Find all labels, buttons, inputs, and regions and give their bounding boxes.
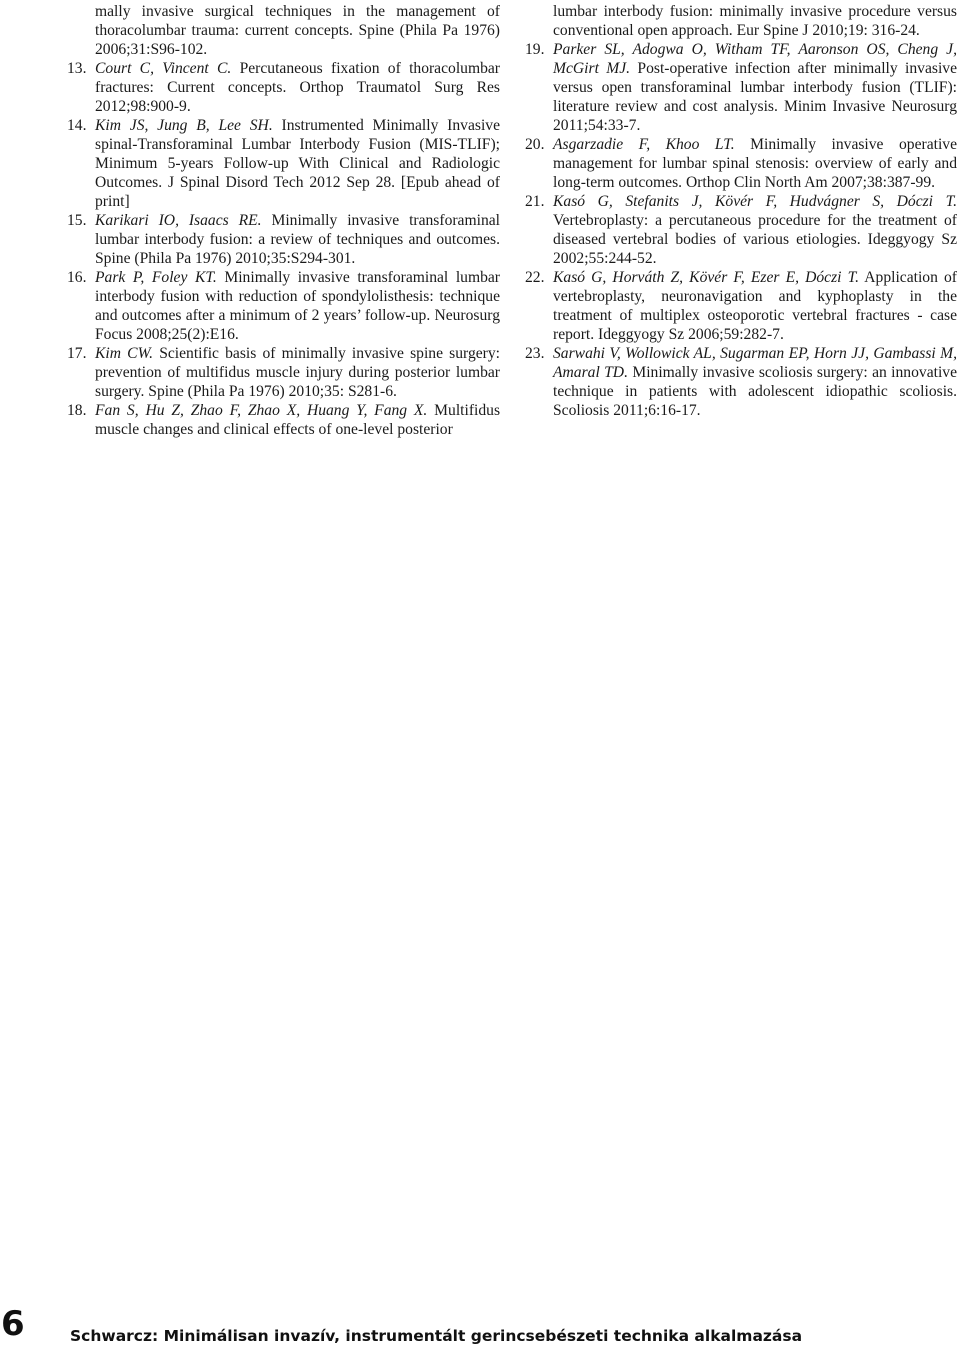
reference-item-14 (67, 116, 500, 211)
reference-authors: Park P, Foley KT. (95, 269, 217, 286)
reference-item-12-continued (67, 2, 500, 59)
reference-text: Minimally invasive transforaminal lumbar interbody fusion: a review of techniques and outcomes. Spine (Phila Pa 1976) 2010;35:S294-301. (95, 212, 500, 267)
reference-item-18-continued (525, 2, 957, 40)
reference-number: 15. (67, 212, 87, 229)
reference-authors: Fan S, Hu Z, Zhao F, Zhao X, Huang Y, Fang X. (95, 402, 428, 419)
reference-text: Application of vertebroplasty, neuronavigation and kyphoplasty in the treatment of multiplex osteoporotic vertebral fractures - case report. Ideggyogy Sz 2006;59:282-7. (553, 269, 957, 343)
reference-authors: Parker SL, Adogwa O, Witham TF, Aaronson OS, Cheng J, McGirt MJ. (553, 41, 957, 77)
reference-number: 22. (525, 269, 545, 286)
reference-item-17 (67, 344, 500, 401)
reference-number: 20. (525, 136, 545, 153)
reference-item-19 (525, 40, 957, 135)
page-footer (0, 1304, 960, 1347)
reference-text: Post-operative infection after minimally invasive versus open transforaminal lumbar interbody fusion (TLIF): literature review and cost analysis. Minim Invasive Neurosurg 2011;54:33-7. (553, 60, 957, 134)
reference-text: Minimally invasive scoliosis surgery: an innovative technique in patients with adolescent idiopathic scoliosis. Scoliosis 2011;6:16-17. (553, 364, 958, 419)
reference-list-right-column (525, 2, 957, 420)
reference-number: 17. (67, 345, 87, 362)
reference-number: 13. (67, 60, 87, 77)
reference-item-16 (67, 268, 500, 344)
reference-item-22 (525, 268, 957, 344)
reference-authors: Kim CW. (95, 345, 154, 362)
reference-text: mally invasive surgical techniques in the management of thoracolumbar trauma: current concepts. Spine (Phila Pa 1976) 2006;31:S96-102. (95, 3, 500, 58)
reference-text: Minimally invasive operative management for lumbar spinal stenosis: overview of early and long-term outcomes. Orthop Clin North Am 2007;38:387-99. (553, 136, 957, 191)
reference-item-20 (525, 135, 957, 192)
reference-item-13 (67, 59, 500, 116)
reference-authors: Kasó G, Horváth Z, Kövér F, Ezer E, Dóczi T. (553, 269, 860, 286)
reference-text: Minimally invasive transforaminal lumbar interbody fusion with reduction of spondylolisthesis: technique and outcomes after a minimum of 2 years’ follow-up. Neurosurg Focus 2008;25(2):E16. (95, 269, 501, 343)
reference-authors: Karikari IO, Isaacs RE. (95, 212, 262, 229)
reference-authors: Court C, Vincent C. (95, 60, 232, 77)
reference-authors: Asgarzadie F, Khoo LT. (553, 136, 735, 153)
reference-item-15 (67, 211, 500, 268)
reference-authors: Sarwahi V, Wollowick AL, Sugarman EP, Horn JJ, Gambassi M, Amaral TD. (553, 345, 957, 381)
reference-text: Vertebroplasty: a percutaneous procedure for the treatment of diseased vertebral bodies of various etiologies. Ideggyogy Sz 2002;55:244-52. (553, 212, 957, 267)
reference-text: lumbar interbody fusion: minimally invasive procedure versus conventional open approach. Eur Spine J 2010;19: 316-24. (553, 3, 957, 39)
reference-number: 16. (67, 269, 87, 286)
reference-authors: Kim JS, Jung B, Lee SH. (95, 117, 273, 134)
reference-item-23 (525, 344, 957, 420)
reference-text: Percutaneous fixation of thoracolumbar fractures: Current concepts. Orthop Traumatol Surg Res 2012;98:900-9. (95, 60, 500, 115)
reference-authors: Kasó G, Stefanits J, Kövér F, Hudvágner S, Dóczi T. (553, 193, 957, 210)
reference-number: 21. (525, 193, 545, 210)
reference-number: 23. (525, 345, 545, 362)
reference-text: Instrumented Minimally Invasive spinal-Transforaminal Lumbar Interbody Fusion (MIS-TLIF); Minimum 5-years Follow-up With Clinical and Radiologic Outcomes. J Spinal Disord Tech 2012 Sep 28. [Epub ahead of print] (95, 117, 501, 210)
running-title: Schwarcz: Minimálisan invazív, instrumentált gerincsebészeti technika alkalmazása (70, 1327, 803, 1345)
reference-text: Scientific basis of minimally invasive spine surgery: prevention of multifidus muscle injury during posterior lumbar surgery. Spine (Phila Pa 1976) 2010;35: S281-6. (95, 345, 500, 400)
reference-text: Multifidus muscle changes and clinical effects of one-level posterior (95, 402, 501, 438)
reference-number: 19. (525, 41, 545, 58)
page-number: 6 (1, 1304, 25, 1344)
reference-number: 14. (67, 117, 87, 134)
reference-number: 18. (67, 402, 87, 419)
reference-item-18 (67, 401, 500, 439)
reference-item-21 (525, 192, 957, 268)
reference-list-left-column (67, 2, 500, 439)
